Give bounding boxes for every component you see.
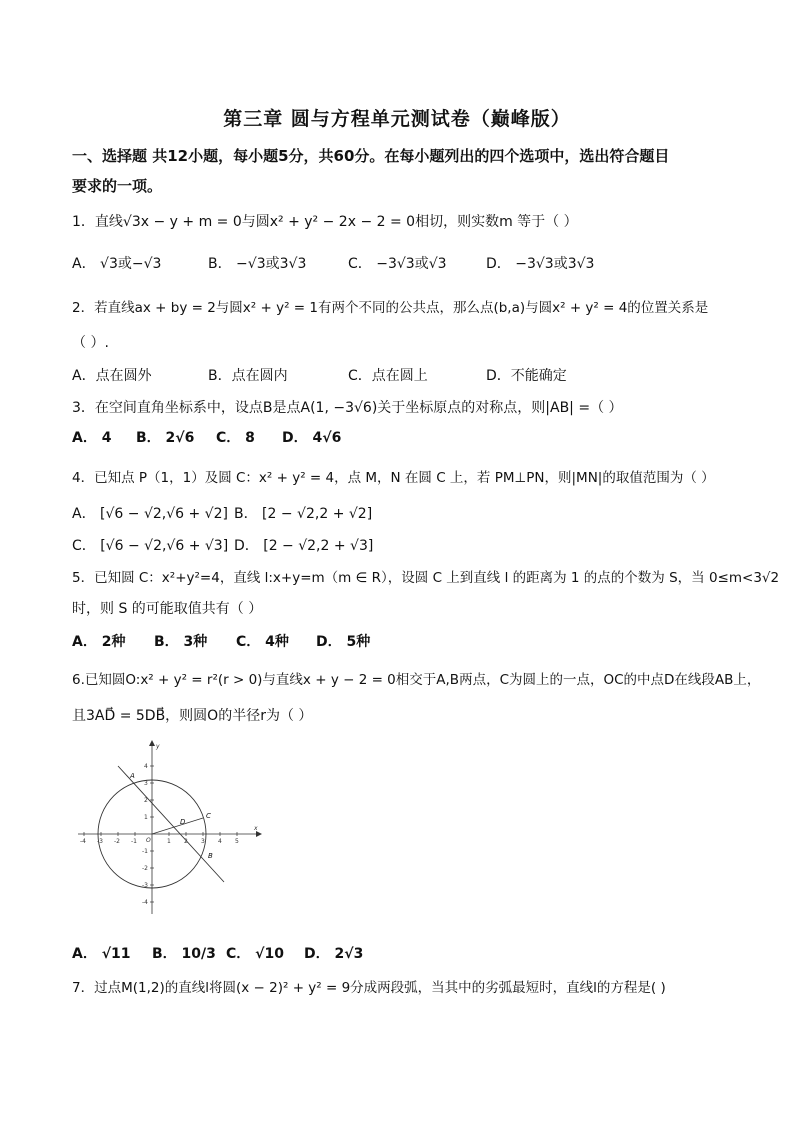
q3-option-c: C． 8	[216, 430, 255, 446]
x-tick-label: 4	[218, 838, 222, 845]
y-tick-label: -3	[142, 882, 148, 889]
q6-stem: 6.已知圆O:x² + y² = r²(r > 0)与直线x + y − 2 = 0相交于A,B两点，C为圆上的一点，OC的中点D在线段AB上，	[72, 672, 761, 688]
point-a-label: A	[130, 772, 135, 780]
q6-option-d: D． 2√3	[304, 946, 364, 962]
q6-option-a: A． √11	[72, 946, 131, 962]
q5-option-d: D． 5种	[316, 634, 371, 650]
q4-option-c: C． [√6 − √2,√6 + √3]	[72, 538, 229, 554]
point-c-label: C	[206, 812, 211, 820]
q2-option-d: D．不能确定	[486, 368, 567, 384]
y-axis-arrow	[149, 740, 155, 746]
y-tick-label: -2	[142, 865, 148, 872]
origin-label: O	[146, 837, 151, 844]
q3-stem: 3．在空间直角坐标系中，设点B是点A(1, −3√6)关于坐标原点的对称点，则|AB| =（ ）	[72, 400, 623, 416]
q1-option-b: B． −√3或3√3	[208, 256, 307, 272]
q2-stem: 2．若直线ax + by = 2与圆x² + y² = 1有两个不同的公共点，那么点(b,a)与圆x² + y² = 4的位置关系是	[72, 300, 709, 316]
x-tick-label: 3	[201, 838, 205, 845]
point-d-label: D	[180, 818, 186, 826]
y-tick-label: 4	[144, 763, 148, 770]
page-title: 第三章 圆与方程单元测试卷（巅峰版）	[223, 108, 571, 130]
q1-option-a: A． √3或−√3	[72, 256, 162, 272]
y-axis-label: y	[156, 743, 160, 750]
section-heading-line2: 要求的一项。	[72, 177, 163, 195]
point-b-label: B	[208, 852, 213, 860]
x-tick-label: 5	[235, 838, 239, 845]
y-tick-label: 1	[144, 814, 148, 821]
q2-option-b: B．点在圆内	[208, 368, 288, 384]
q3-option-b: B． 2√6	[136, 430, 195, 446]
section-heading-line1: 一、选择题 共12小题，每小题5分，共60分。在每小题列出的四个选项中，选出符合题目	[72, 147, 670, 165]
q3-option-d: D． 4√6	[282, 430, 342, 446]
x-tick-label: -3	[97, 838, 103, 845]
q1-option-d: D． −3√3或3√3	[486, 256, 595, 272]
q4-option-d: D． [2 − √2,2 + √3]	[234, 538, 374, 554]
q6-figure	[72, 738, 262, 916]
q4-option-a: A． [√6 − √2,√6 + √2]	[72, 506, 228, 522]
q5-stem: 5．已知圆 C：x²+y²=4，直线 l:x+y=m（m ∈ R），设圆 C 上到直线 l 的距离为 1 的点的个数为 S，当 0≤m<3√2	[72, 570, 780, 586]
x-tick-label: -4	[80, 838, 86, 845]
q5-option-b: B． 3种	[154, 634, 208, 650]
y-tick-label: -1	[142, 848, 148, 855]
q6-option-c: C． √10	[226, 946, 284, 962]
q2-stem-continued: （ ）.	[72, 335, 109, 351]
q5-stem-continued: 时，则 S 的可能取值共有（ ）	[72, 601, 263, 617]
q4-option-b: B． [2 − √2,2 + √2]	[234, 506, 373, 522]
q5-option-a: A． 2种	[72, 634, 126, 650]
q4-stem: 4．已知点 P（1，1）及圆 C：x² + y² = 4，点 M，N 在圆 C 上，若 PM⊥PN，则|MN|的取值范围为（ ）	[72, 470, 715, 486]
q6-option-b: B． 10/3	[152, 946, 216, 962]
q2-option-c: C．点在圆上	[348, 368, 428, 384]
x-tick-label: -2	[114, 838, 120, 845]
q1-stem: 1．直线√3x − y + m = 0与圆x² + y² − 2x − 2 = 0相切，则实数m 等于（ ）	[72, 214, 578, 230]
y-tick-label: 3	[144, 780, 148, 787]
x-axis-label: x	[254, 825, 258, 832]
q2-option-a: A．点在圆外	[72, 368, 152, 384]
q7-stem: 7．过点M(1,2)的直线l将圆(x − 2)² + y² = 9分成两段弧，当其中的劣弧最短时，直线l的方程是( )	[72, 980, 666, 996]
x-tick-label: -1	[131, 838, 137, 845]
y-tick-label: 2	[144, 797, 148, 804]
x-tick-label: 2	[184, 838, 188, 845]
q5-option-c: C． 4种	[236, 634, 289, 650]
q3-option-a: A． 4	[72, 430, 112, 446]
y-tick-label: -4	[142, 899, 148, 906]
q1-option-c: C． −3√3或√3	[348, 256, 447, 272]
x-tick-label: 1	[167, 838, 171, 845]
q6-stem-continued: 且3AD⃗ = 5DB⃗，则圆O的半径r为（ ）	[72, 708, 313, 724]
